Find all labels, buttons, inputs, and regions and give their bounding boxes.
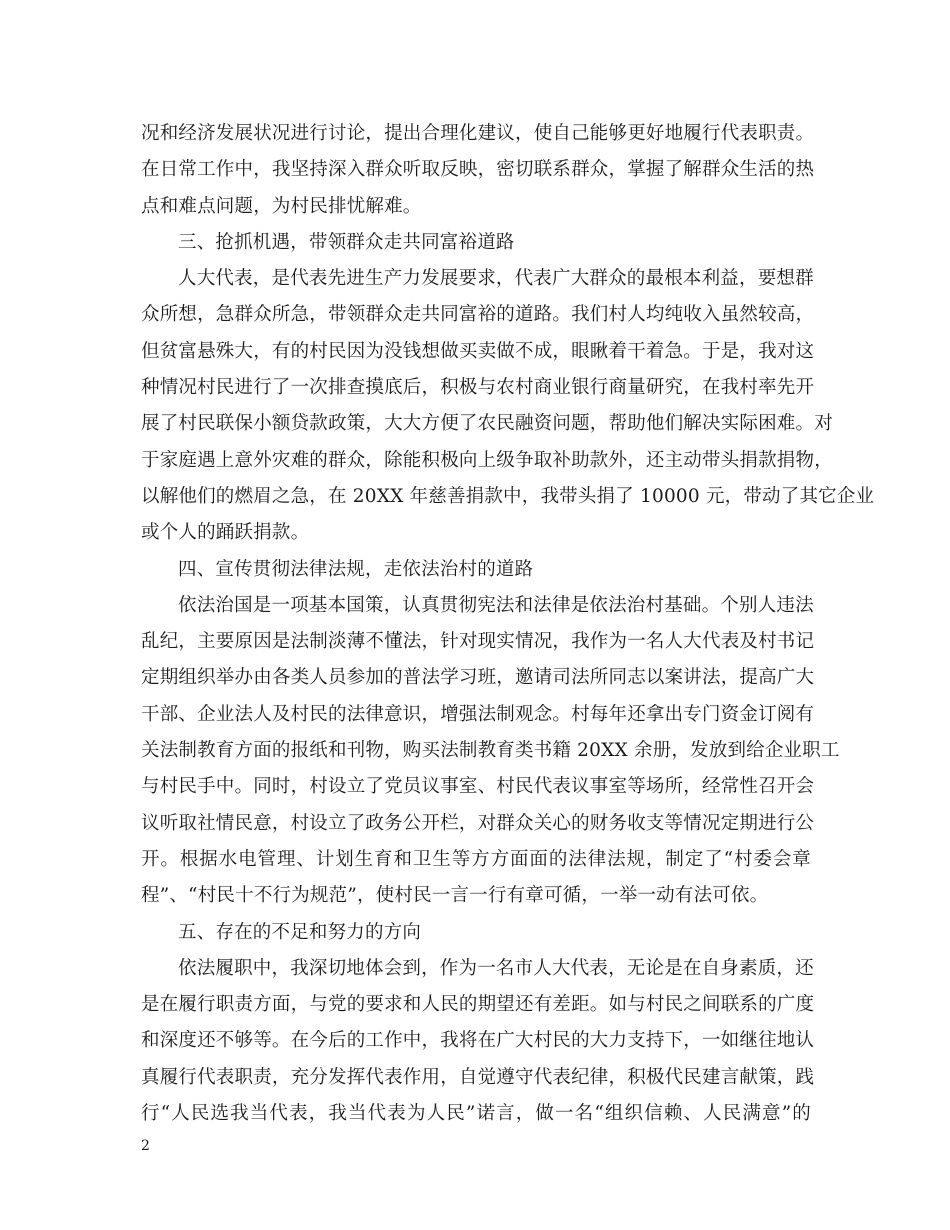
page-number: 2	[141, 1138, 150, 1154]
text-line: 干部、企业法人及村民的法律意识，增强法制观念。村每年还拿出专门资金订阅有	[141, 703, 815, 725]
text-line: 议听取社情民意，村设立了政务公开栏，对群众关心的财务收支等情况定期进行公	[141, 812, 815, 834]
text-line: 种情况村民进行了一次排查摸底后，积极与农村商业银行商量研究，在我村率先开	[141, 377, 815, 399]
text-line: 程”、“村民十不行为规范”，使村民一言一行有章可循，一举一动有法可依。	[141, 885, 769, 907]
text-line: 众所想，急群众所急，带领群众走共同富裕的道路。我们村人均纯收入虽然较高，	[141, 304, 815, 326]
text-line: 以解他们的燃眉之急，在 20XX 年慈善捐款中，我带头捐了 10000 元，带动了其它企业	[141, 485, 875, 507]
text-line: 或个人的踊跃捐款。	[141, 522, 310, 544]
text-line: 乱纪，主要原因是法制淡薄不懂法，针对现实情况，我作为一名人大代表及村书记	[141, 631, 815, 653]
text-line: 况和经济发展状况进行讨论，提出合理化建议，使自己能够更好地履行代表职责。	[141, 123, 815, 144]
section-heading: 三、抢抓机遇，带领群众走共同富裕道路	[178, 231, 515, 253]
text-line: 人大代表，是代表先进生产力发展要求，代表广大群众的最根本利益，要想群	[178, 268, 814, 290]
text-line: 依法履职中，我深切地体会到，作为一名市人大代表，无论是在自身素质，还	[178, 957, 814, 979]
document-body	[141, 116, 875, 1132]
text-line: 在日常工作中，我坚持深入群众听取反映，密切联系群众，掌握了解群众生活的热	[141, 159, 815, 181]
text-line: 开。根据水电管理、计划生育和卫生等方方面面的法律法规，制定了“村委会章	[141, 848, 811, 870]
text-line: 点和难点问题，为村民排忧解难。	[141, 195, 422, 217]
text-line: 于家庭遇上意外灾难的群众，除能积极向上级争取补助款外，还主动带头捐款捐物，	[141, 449, 833, 471]
text-line: 行“人民选我当代表，我当代表为人民”诺言，做一名“组织信赖、人民满意”的	[141, 1103, 811, 1125]
text-line: 定期组织举办由各类人员参加的普法学习班，邀请司法所同志以案讲法，提高广大	[141, 667, 815, 689]
text-line: 但贫富悬殊大，有的村民因为没钱想做买卖做不成，眼瞅着干着急。于是，我对这	[141, 340, 815, 362]
text-line: 和深度还不够等。在今后的工作中，我将在广大村民的大力支持下，一如继往地认	[141, 1030, 815, 1052]
text-line: 依法治国是一项基本国策，认真贯彻宪法和法律是依法治村基础。个别人违法	[178, 594, 814, 616]
text-line: 关法制教育方面的报纸和刊物，购买法制教育类书籍 20XX 余册，发放到给企业职工	[141, 740, 840, 762]
text-line: 展了村民联保小额贷款政策，大大方便了农民融资问题，帮助他们解决实际困难。对	[141, 413, 833, 435]
section-heading: 五、存在的不足和努力的方向	[178, 921, 422, 943]
section-heading: 四、宣传贯彻法律法规，走依法治村的道路	[178, 558, 534, 580]
text-line: 与村民手中。同时，村设立了党员议事室、村民代表议事室等场所，经常性召开会	[141, 776, 815, 798]
text-line: 真履行代表职责，充分发挥代表作用，自觉遵守代表纪律，积极代民建言献策，践	[141, 1066, 815, 1088]
text-line: 是在履行职责方面，与党的要求和人民的期望还有差距。如与村民之间联系的广度	[141, 994, 815, 1016]
